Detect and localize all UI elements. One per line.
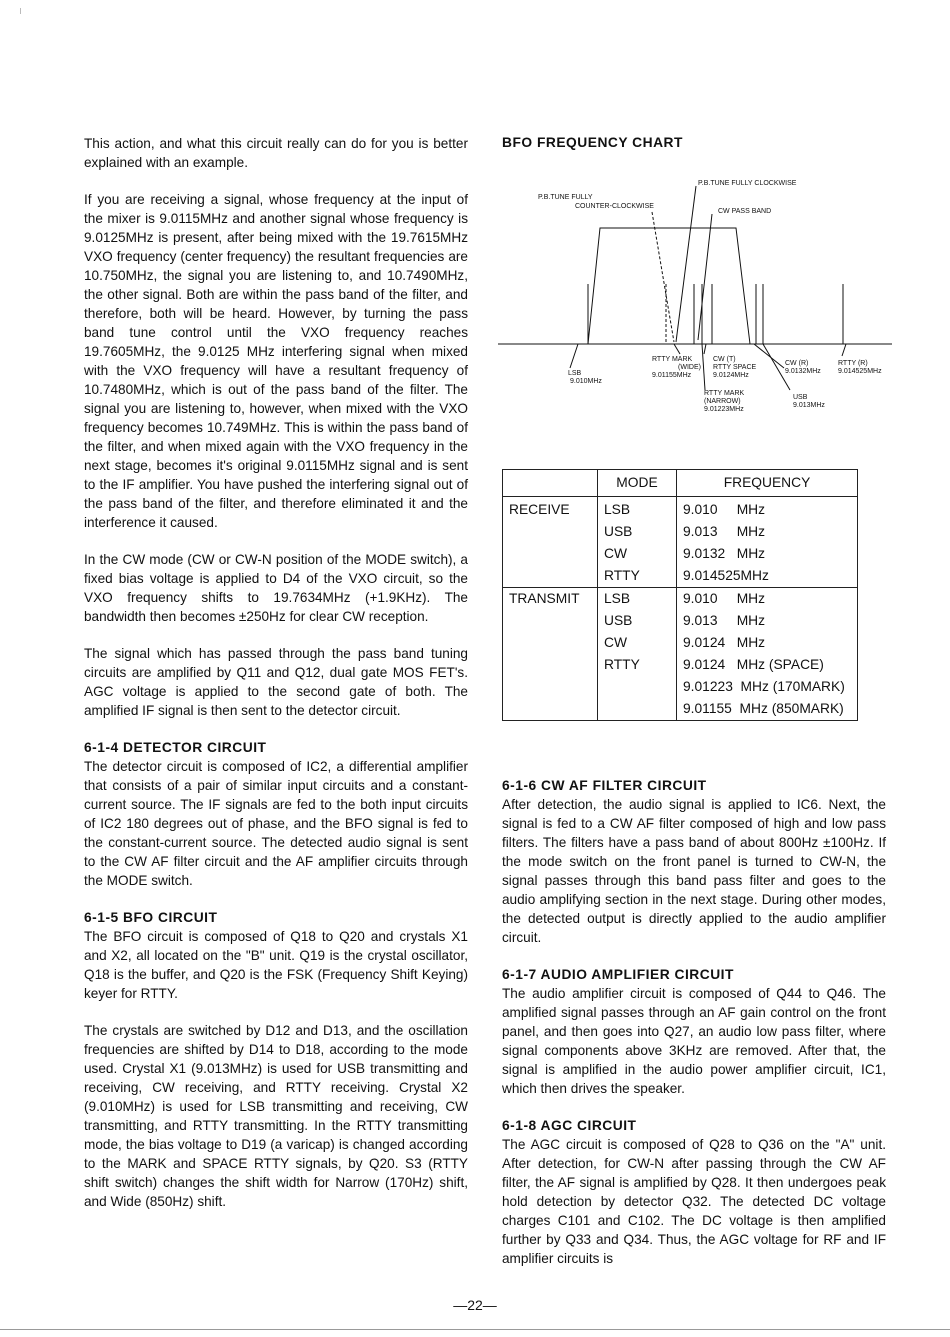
frequency-cell: 9.010 MHz bbox=[677, 497, 858, 522]
table-row bbox=[503, 543, 858, 565]
cw-passband-pointer bbox=[698, 214, 712, 340]
page-number: —22— bbox=[453, 1297, 497, 1313]
table-row bbox=[503, 632, 858, 654]
rtty-mark-narrow-label: RTTY MARK bbox=[704, 390, 745, 397]
bottom-rule bbox=[0, 1329, 950, 1330]
frequency-cell: 9.014525MHz bbox=[677, 565, 858, 588]
section-heading: 6-1-4 DETECTOR CIRCUIT bbox=[84, 740, 267, 755]
table-row bbox=[503, 610, 858, 632]
receive-label: RECEIVE bbox=[503, 497, 598, 522]
table-row bbox=[503, 521, 858, 543]
rtty-mark-narrow-sub: (NARROW) bbox=[704, 398, 741, 405]
lsb-freq: 9.010MHz bbox=[570, 378, 602, 385]
table-row bbox=[503, 588, 858, 611]
filter-passband-curve bbox=[588, 228, 750, 344]
frequency-cell: 9.010 MHz bbox=[677, 588, 858, 611]
table-row bbox=[503, 698, 858, 721]
mode-cell: CW bbox=[598, 543, 677, 565]
table-row bbox=[503, 565, 858, 588]
table-row bbox=[503, 497, 858, 522]
mode-cell: USB bbox=[598, 521, 677, 543]
rtty-r-freq: 9.014525MHz bbox=[838, 368, 882, 375]
bfo-frequency-table bbox=[502, 469, 858, 721]
table-header-frequency: FREQUENCY bbox=[677, 470, 858, 497]
section-body: After detection, the audio signal is applied to IC6. Next, the signal is fed to a CW AF filter composed of high and low pass filters. The filters have a pass band of about 800Hz ±100Hz. If the mode switch on the front panel is turned to CW-N, the signal passes through this band pass filter and goes to the audio amplifying section in the next stage. During other modes, the detected output is directly applied to the audio amplifier circuit. bbox=[502, 797, 886, 945]
rtty-wide-leader bbox=[674, 344, 680, 354]
section-cw-af-filter bbox=[502, 776, 886, 947]
section-heading: 6-1-5 BFO CIRCUIT bbox=[84, 910, 218, 925]
section-audio-amplifier bbox=[502, 965, 886, 1098]
mode-cell: RTTY bbox=[598, 565, 677, 588]
cw-t-leader bbox=[704, 344, 706, 354]
mode-cell: LSB bbox=[598, 497, 677, 522]
cw-r-label: CW (R) bbox=[785, 360, 809, 367]
section-body: The detector circuit is composed of IC2, a differential amplifier that consists of a pair of similar input circuits and a constant-current source. The IF signals are fed to the both input circuits of IC2 180 degrees out of phase, and the BFO signal is fed to the constant-current source. The detected audio signal is sent to the CW AF filter circuit and the AF amplifier circuits through the MODE switch. bbox=[84, 759, 468, 888]
amplifier-paragraph: The signal which has passed through the pass band tuning circuits are amplified by Q11 and Q12, dual gate MOS FET's. AGC voltage is applied to the second gate of both. The amplified IF signal is then sent to the detector circuit. bbox=[84, 646, 468, 718]
right-column bbox=[502, 776, 886, 1286]
mode-cell: RTTY bbox=[598, 654, 677, 676]
section-heading: 6-1-7 AUDIO AMPLIFIER CIRCUIT bbox=[502, 967, 734, 982]
pb-cw-pointer bbox=[676, 186, 696, 342]
frequency-cell: 9.0124 MHz (SPACE) bbox=[677, 654, 858, 676]
rtty-mark-wide-freq: 9.01155MHz bbox=[652, 372, 692, 379]
cw-t-rtty-space: RTTY SPACE bbox=[713, 364, 757, 371]
rtty-mark-wide-label: RTTY MARK bbox=[652, 356, 693, 363]
cw-r-freq: 9.0132MHz bbox=[785, 368, 821, 375]
rtty-r-leader bbox=[842, 344, 846, 356]
table-row bbox=[503, 676, 858, 698]
frequency-cell: 9.013 MHz bbox=[677, 521, 858, 543]
lsb-leader bbox=[570, 344, 578, 368]
usb-leader bbox=[763, 344, 790, 390]
cw-passband-label: CW PASS BAND bbox=[718, 208, 772, 215]
section-body: The crystals are switched by D12 and D13, and the oscillation frequencies are shifted by D14 to D18, according to the mode used. Crystal X1 (9.013MHz) is used for USB transmitting and receiving, CW receiving, and RTTY receiving. Crystal X2 (9.010MHz) is used for LSB transmitting and receiving, CW transmitting, and RTTY transmitting. In the RTTY transmitting mode, the bias voltage to D19 (a varicap) is changed according to the MARK and SPACE RTTY signals, by Q20. S3 (RTTY shift switch) changes the shift width for Narrow (170Hz) shift, and Wide (850Hz) shift. bbox=[84, 1023, 468, 1209]
cw-t-label: CW (T) bbox=[713, 356, 736, 363]
rtty-mark-wide-sub: (WIDE) bbox=[678, 364, 701, 371]
table-header-row bbox=[503, 470, 858, 497]
usb-freq: 9.013MHz bbox=[793, 402, 825, 409]
pb-ccw-label-1: P.B.TUNE FULLY bbox=[538, 194, 593, 201]
mode-cell bbox=[598, 676, 677, 698]
frequency-cell: 9.0124 MHz bbox=[677, 632, 858, 654]
section-bfo-circuit bbox=[84, 908, 468, 1211]
mode-cell: LSB bbox=[598, 588, 677, 611]
example-paragraph: If you are receiving a signal, whose frequency at the input of the mixer is 9.0115MHz and another signal whose frequency is 9.0125MHz is present, after being mixed with the 19.7615MHz VXO frequency (center frequency) the resultant frequencies are 10.750MHz, the signal you are listening to, and 10.7490MHz, the other signal. Both are within the pass band of the filter, and therefore, both will be heard. However, by turning the pass band tune control until the VXO frequency reaches 19.7605MHz, the 9.0125 MHz interfering signal when mixed with the VXO frequency will have a resultant frequency of 10.7480MHz, which is out of the pass band of the filter. The signal you are listening to, however, when mixed with the VXO frequency becomes 10.749MHz. This is within the pass band of the filter, and when mixed again with the VXO frequency in the next stage, becomes it's original 9.0115MHz signal and is sent to the IF amplifier. You have pushed the interfering signal out of the pass band of the filter, and therefore eliminated it and the interference it caused. bbox=[84, 192, 468, 530]
mode-cell: USB bbox=[598, 610, 677, 632]
section-body: The AGC circuit is composed of Q28 to Q36 on the "A" unit. After detection, for CW-N after passing through the CW AF filter, the AF signal is amplified by Q28. It then undergoes peak hold detection by detector Q32. The detected DC voltage charges C101 and C102. The DC voltage is then amplified further by Q33 and Q34. Thus, the AGC voltage for RF and IF amplifier circuits is bbox=[502, 1137, 886, 1266]
pb-ccw-pointer bbox=[652, 212, 674, 342]
pb-cw-label: P.B.TUNE FULLY CLOCKWISE bbox=[698, 180, 797, 187]
cw-t-freq: 9.0124MHz bbox=[713, 372, 749, 379]
pb-ccw-label-2: COUNTER-CLOCKWISE bbox=[575, 203, 654, 210]
lsb-label: LSB bbox=[568, 370, 582, 377]
transmit-label: TRANSMIT bbox=[503, 588, 598, 611]
section-body: The BFO circuit is composed of Q18 to Q20 and crystals X1 and X2, all located on the "B" unit. Q19 is the crystal oscillator, Q18 is the buffer, and Q20 is the FSK (Frequency Shift Keying) keyer for RTTY. bbox=[84, 929, 468, 1001]
section-heading: 6-1-8 AGC CIRCUIT bbox=[502, 1118, 637, 1133]
mode-cell bbox=[598, 698, 677, 721]
section-heading: 6-1-6 CW AF FILTER CIRCUIT bbox=[502, 778, 707, 793]
section-agc-circuit bbox=[502, 1116, 886, 1268]
chart-title: BFO FREQUENCY CHART bbox=[502, 135, 683, 150]
table-header-mode: MODE bbox=[598, 470, 677, 497]
frequency-cell: 9.0132 MHz bbox=[677, 543, 858, 565]
mode-cell: CW bbox=[598, 632, 677, 654]
intro-paragraph: This action, and what this circuit really can do for you is better explained with an example. bbox=[84, 136, 468, 170]
rtty-mark-narrow-freq: 9.01223MHz bbox=[704, 406, 744, 413]
usb-label: USB bbox=[793, 394, 808, 401]
bfo-frequency-diagram bbox=[498, 172, 898, 452]
frequency-cell: 9.013 MHz bbox=[677, 610, 858, 632]
left-column bbox=[84, 134, 468, 1229]
table-header-blank bbox=[503, 470, 598, 497]
section-detector-circuit bbox=[84, 738, 468, 890]
cw-mode-paragraph: In the CW mode (CW or CW-N position of the MODE switch), a fixed bias voltage is applied to D4 of the VXO circuit, so the VXO frequency shifts to 19.7634MHz (+1.9KHz). The bandwidth then becomes ±250Hz for clear CW reception. bbox=[84, 552, 468, 624]
cw-r-leader bbox=[754, 344, 784, 368]
frequency-cell: 9.01223 MHz (170MARK) bbox=[677, 676, 858, 698]
section-body: The audio amplifier circuit is composed of Q44 to Q46. The amplified signal passes through an AF gain control on the front panel, and then goes into Q27, an audio low pass filter, where signal components above 3KHz are removed. After that, the signal is amplified in the audio power amplifier circuit, IC1, which then drives the speaker. bbox=[502, 986, 886, 1096]
rtty-r-label: RTTY (R) bbox=[838, 360, 868, 367]
table-row bbox=[503, 654, 858, 676]
scan-mark bbox=[20, 8, 21, 14]
frequency-cell: 9.01155 MHz (850MARK) bbox=[677, 698, 858, 721]
